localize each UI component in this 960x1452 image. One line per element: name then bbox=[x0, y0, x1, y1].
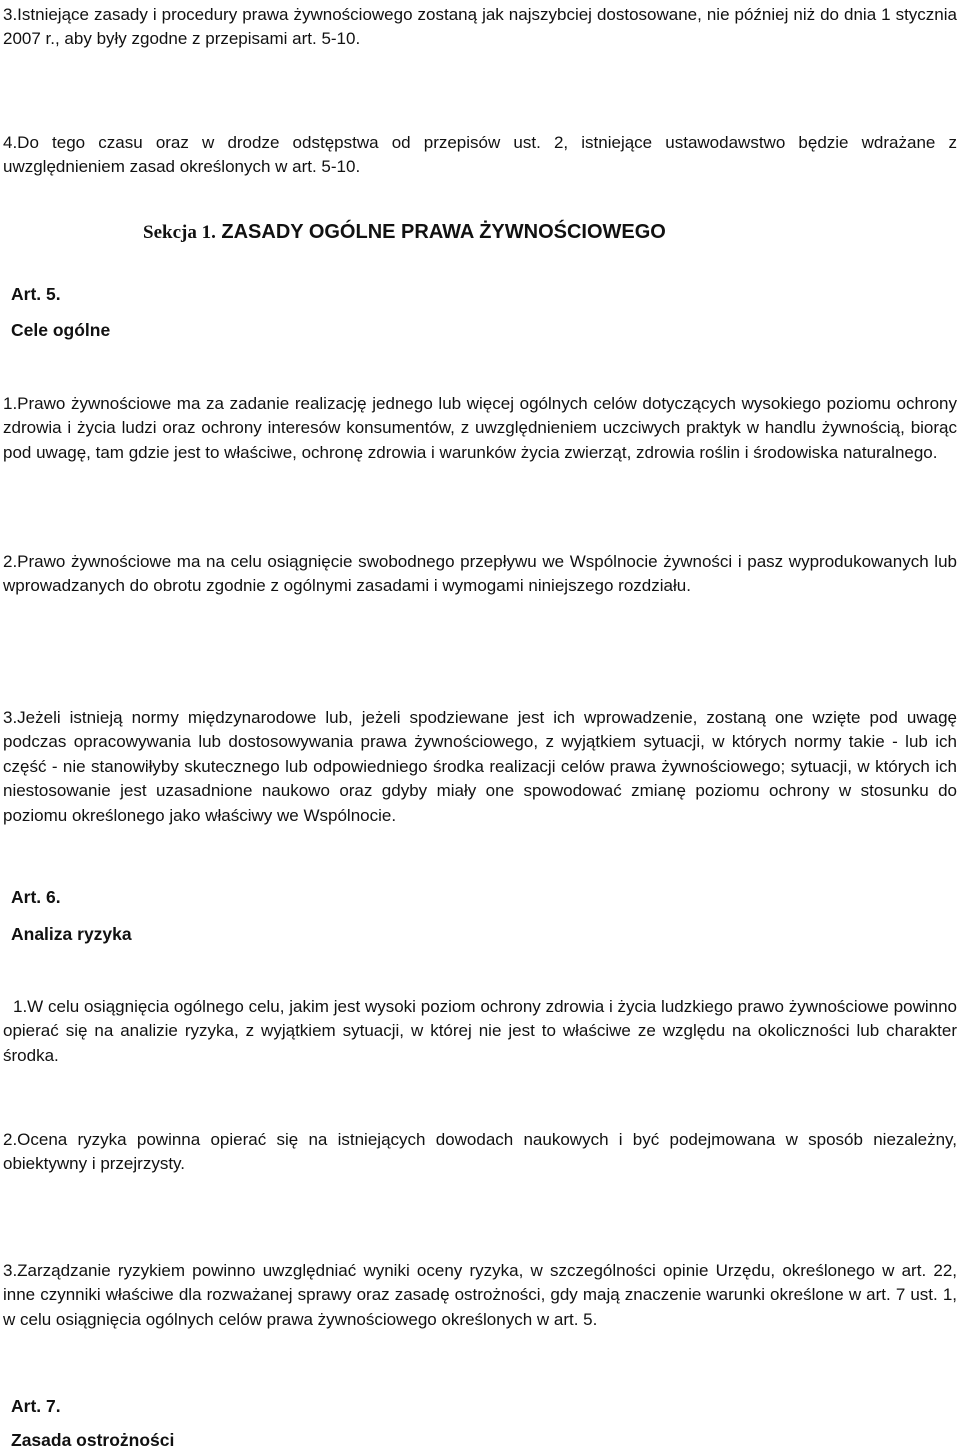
article-5-title: Cele ogólne bbox=[11, 320, 111, 340]
article-7-title: Zasada ostrożności bbox=[11, 1430, 175, 1450]
article-5-paragraph-3: 3.Jeżeli istnieją normy międzynarodowe lub, jeżeli spodziewane jest ich wprowadzenie, zostaną one wzięte pod uwagę podczas opracowywania lub dostosowywania prawa żywnościowego, z wyjątkiem sytuacji, w których normy takie - lub ich część - nie stanowiłyby skutecznego lub odpowiedniego środka realizacji celów prawa żywnościowego; sytuacji, w których ich niestosowanie jest uzasadnione naukowo oraz gdyby miały one spowodować zmianę poziomu ochrony w stosunku do poziomu określonego jako właściwy we Wspólnocie. bbox=[3, 708, 957, 825]
article-5-paragraph-2: 2.Prawo żywnościowe ma na celu osiągnięcie swobodnego przepływu we Wspólnocie żywności i pasz wyprodukowanych lub wprowadzanych do obrotu zgodnie z ogólnymi zasadami i wymogami niniejszego rozdziału. bbox=[3, 552, 957, 596]
intro-paragraph-3: 3.Istniejące zasady i procedury prawa żywnościowego zostaną jak najszybciej dostosowane, nie później niż do dnia 1 stycznia 2007 r., aby były zgodne z przepisami art. 5-10. bbox=[3, 5, 957, 49]
article-6-title: Analiza ryzyka bbox=[11, 924, 132, 944]
section-heading bbox=[143, 220, 666, 245]
article-6-paragraph-3: 3.Zarządzanie ryzykiem powinno uwzględniać wyniki oceny ryzyka, w szczególności opinie Urzędu, określonego w art. 22, inne czynniki właściwe dla rozważanej sprawy oraz zasadę ostrożności, gdy mają znaczenie warunki określone w art. 7 ust. 1, w celu osiągnięcia ogólnych celów prawa żywnościowego określonych w art. 5. bbox=[3, 1261, 957, 1329]
article-6-paragraph-2: 2.Ocena ryzyka powinna opierać się na istniejących dowodach naukowych i być podejmowana w sposób niezależny, obiektywny i przejrzysty. bbox=[3, 1130, 957, 1174]
article-5-number: Art. 5. bbox=[11, 284, 61, 304]
intro-paragraph-4: 4.Do tego czasu oraz w drodze odstępstwa od przepisów ust. 2, istniejące ustawodawstwo będzie wdrażane z uwzględnieniem zasad określonych w art. 5-10. bbox=[3, 133, 957, 177]
section-label: Sekcja 1. bbox=[143, 222, 216, 243]
article-6-paragraph-1: 1.W celu osiągnięcia ogólnego celu, jakim jest wysoki poziom ochrony zdrowia i życia ludzkiego prawo żywnościowe powinno opierać się na analizie ryzyka, z wyjątkiem sytuacji, w której nie jest to właściwe ze względu na okoliczności lub charakter środka. bbox=[3, 997, 957, 1065]
article-5-paragraph-1: 1.Prawo żywnościowe ma za zadanie realizację jednego lub więcej ogólnych celów dotyczących wysokiego poziomu ochrony zdrowia i życia ludzi oraz ochrony interesów konsumentów, z uwzględnieniem uczciwych praktyk w handlu żywnością, biorąc pod uwagę, tam gdzie jest to właściwe, ochronę zdrowia i warunków życia zwierząt, zdrowia roślin i środowiska naturalnego. bbox=[3, 394, 957, 462]
article-6-number: Art. 6. bbox=[11, 887, 61, 907]
article-7-number: Art. 7. bbox=[11, 1396, 61, 1416]
section-title: ZASADY OGÓLNE PRAWA ŻYWNOŚCIOWEGO bbox=[221, 221, 666, 243]
